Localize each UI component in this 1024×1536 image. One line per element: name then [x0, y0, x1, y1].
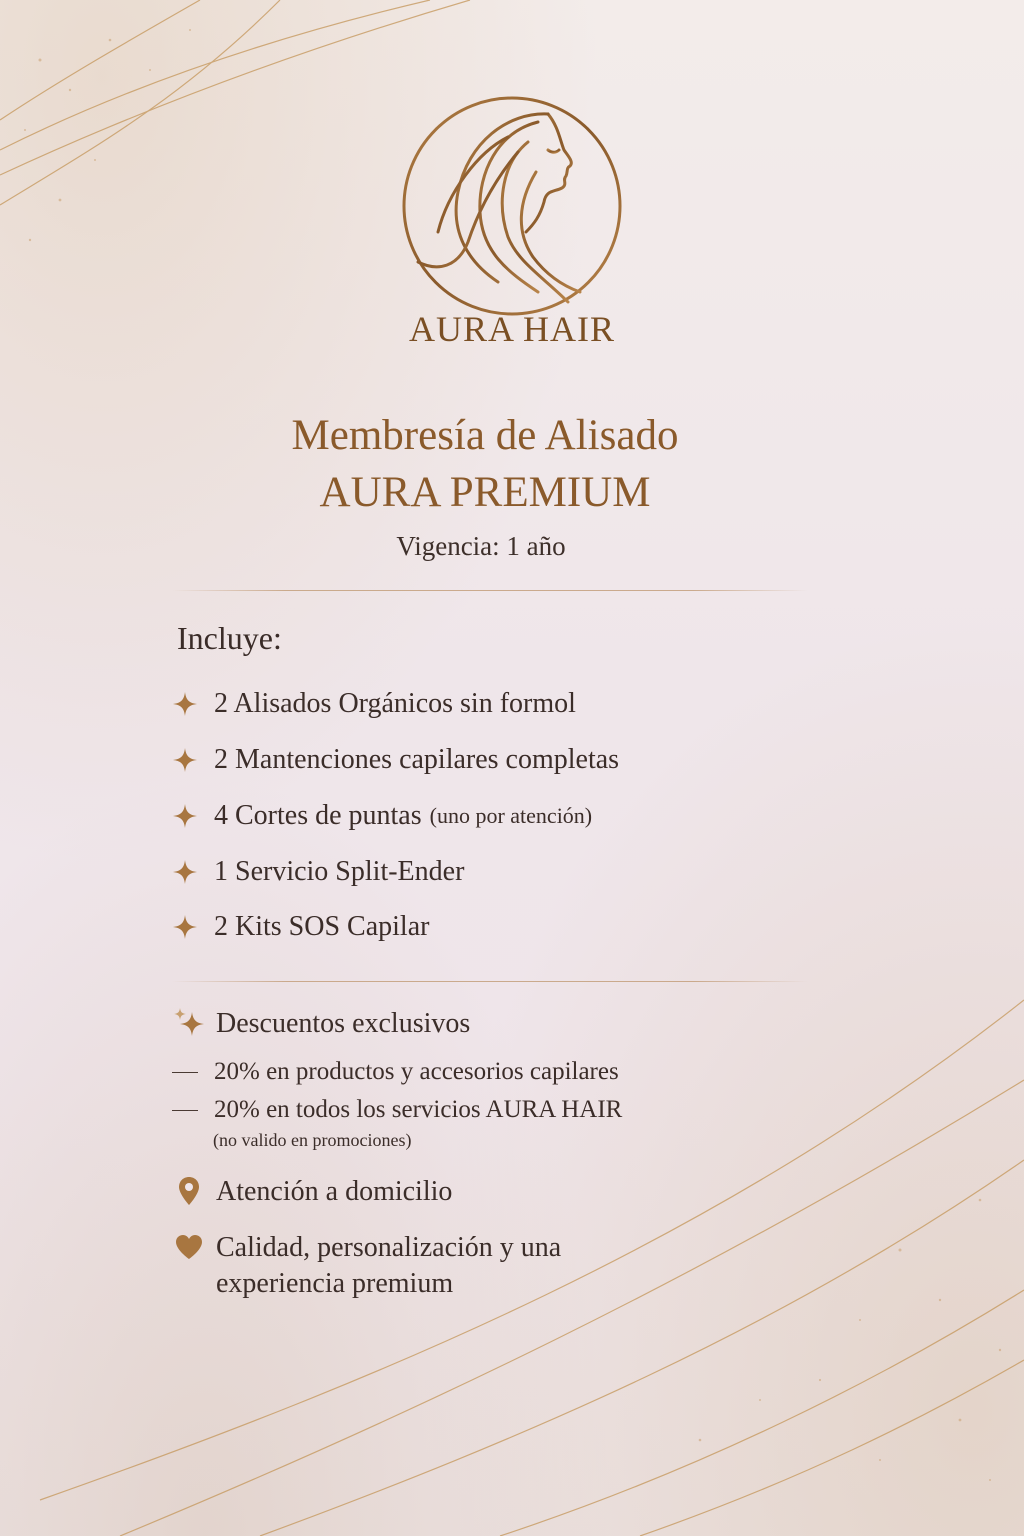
location-pin-icon: [172, 1174, 206, 1208]
validity-text: Vigencia: 1 año: [396, 531, 566, 561]
list-item-label: 4 Cortes de puntas: [214, 800, 422, 831]
membership-title: Membresía de Alisado: [291, 412, 679, 459]
divider: [172, 981, 808, 982]
list-item-label: 2 Alisados Orgánicos sin formol: [214, 688, 576, 719]
list-item-label: 1 Servicio Split-Ender: [214, 856, 465, 887]
heart-icon: [172, 1230, 206, 1264]
list-item-label: 20% en todos los servicios AURA HAIR: [214, 1096, 623, 1123]
quality-statement: [172, 1230, 561, 1302]
discounts-heading: [172, 1006, 470, 1042]
sparkles-icon: [172, 1006, 206, 1040]
home-service-label: Atención a domicilio: [216, 1176, 453, 1207]
list-item-label: 2 Mantenciones capilares completas: [214, 744, 620, 775]
woman-profile-logo-icon: [398, 92, 626, 320]
sparkle-star-icon: [172, 691, 198, 717]
list-item-label: 2 Kits SOS Capilar: [214, 911, 430, 942]
membership-subtitle: AURA PREMIUM: [319, 469, 651, 516]
list-item: [172, 1096, 622, 1124]
list-item: [172, 796, 592, 836]
includes-heading: Incluye:: [177, 620, 282, 656]
sparkle-star-icon: [172, 914, 198, 940]
dash-icon: [172, 1110, 198, 1111]
list-item: [172, 852, 464, 892]
quality-line-1: Calidad, personalización y una: [216, 1232, 562, 1263]
quality-line-2: experiencia premium: [216, 1268, 454, 1299]
dash-icon: [172, 1072, 198, 1073]
list-item: [172, 1058, 619, 1086]
sparkle-star-icon: [172, 747, 198, 773]
brand-name: AURA HAIR: [408, 309, 615, 349]
divider: [172, 590, 808, 591]
list-item: [172, 684, 576, 724]
home-service: [172, 1174, 452, 1210]
list-item: [172, 740, 619, 780]
sparkle-star-icon: [172, 859, 198, 885]
list-item-note: (uno por atención): [429, 803, 593, 828]
list-item: [172, 907, 429, 947]
list-item-label: 20% en productos y accesorios capilares: [214, 1058, 619, 1085]
discounts-note: (no valido en promociones): [213, 1130, 412, 1150]
discounts-heading-label: Descuentos exclusivos: [216, 1008, 471, 1039]
sparkle-star-icon: [172, 803, 198, 829]
